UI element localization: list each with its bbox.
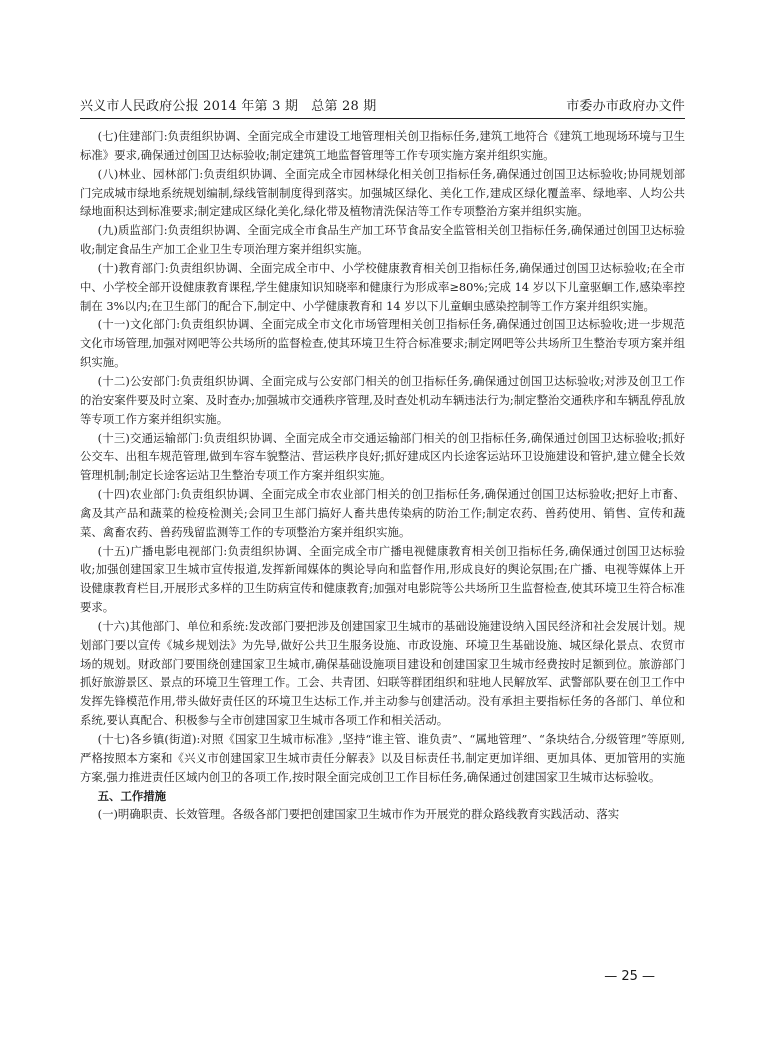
paragraph: (十七)各乡镇(街道):对照《国家卫生城市标准》,坚持“谁主管、谁负责”、“属地管理”、“条块结合,分级管理”等原则,严格按照本方案和《兴义市创建国家卫生城市责任分解表》以及目标责任书,制定更加详细、更加具体、更加管用的实施方案,强力推进责任区域内创卫的各项工作,按时限全面完成创卫工作目标任务,确保通过创建国家卫生城市达标验收。: [80, 732, 685, 784]
document-body: [80, 127, 685, 824]
paragraph: (十一)文化部门:负责组织协调、全面完成全市文化市场管理相关创卫指标任务,确保通过创国卫达标验收;进一步规范文化市场管理,加强对网吧等公共场所的监督检查,使其环境卫生符合标准要求;制定网吧等公共场所卫生整治专项方案并组织实施。: [80, 317, 685, 370]
paragraph: (十二)公安部门:负责组织协调、全面完成与公安部门相关的创卫指标任务,确保通过创国卫达标验收;对涉及创卫工作的治安案件要及时立案、及时查办;加强城市交通秩序管理,及时查处机动车辆违法行为;制定整治交通秩序和车辆乱停乱放等专项工作方案并组织实施。: [80, 373, 685, 426]
section-heading: 五、工作措施: [97, 788, 167, 803]
page-number: — 25 —: [604, 969, 655, 984]
paragraph: (十五)广播电影电视部门:负责组织协调、全面完成全市广播电视健康教育相关创卫指标任务,确保通过创国卫达标验收;加强创建国家卫生城市宣传报道,发挥新闻媒体的舆论导向和监督作用,形成良好的舆论氛围;在广播、电视等媒体上开设健康教育栏目,开展形式多样的卫生防病宣传和健康教育;加强对电影院等公共场所卫生监督检查,使其环境卫生符合标准要求。: [80, 543, 685, 615]
header-publication: 兴义市人民政府公报 2014 年第 3 期 总第 28 期: [80, 99, 377, 114]
paragraph: (八)林业、园林部门:负责组织协调、全面完成全市园林绿化相关创卫指标任务,确保通过创国卫达标验收;协同规划部门完成城市绿地系统规划编制,绿线管制制度得到落实。加强城区绿化、美化工作,建成区绿化覆盖率、绿地率、人均公共绿地面积达到标准要求;制定建成区绿化美化,绿化带及植物清洗保洁等工作专项整治方案并组织实施。: [80, 166, 685, 219]
paragraph: (十)教育部门:负责组织协调、全面完成全市中、小学校健康教育相关创卫指标任务,确保通过创国卫达标验收;在全市中、小学校全部开设健康教育课程,学生健康知识知晓率和健康行为形成率≥80%;完成 14 岁以下儿童驱蛔工作,感染率控制在 3%以内;在卫生部门的配合下,制定中、小学健康教育和 14 岁以下儿童蛔虫感染控制等工作方案并组织实施。: [80, 260, 685, 313]
paragraph: (九)质监部门:负责组织协调、全面完成全市食品生产加工环节食品安全监管相关创卫指标任务,确保通过创国卫达标验收;制定食品生产加工企业卫生专项治理方案并组织实施。: [80, 223, 685, 257]
paragraph: (十六)其他部门、单位和系统:发改部门要把涉及创建国家卫生城市的基础设施建设纳入国民经济和社会发展计划。规划部门要以宣传《城乡规划法》为先导,做好公共卫生服务设施、市政设施、环境卫生基础设施、城区绿化景点、农贸市场的规划。财政部门要围绕创建国家卫生城市,确保基础设施项目建设和创建国家卫生城市经费按时足额到位。旅游部门抓好旅游景区、景点的环境卫生管理工作。工会、共青团、妇联等群团组织和驻地人民解放军、武警部队要在创卫工作中发挥先锋模范作用,带头做好责任区的环境卫生达标工作,并主动参与创建活动。没有承担主要指标任务的各部门、单位和系统,要认真配合、积极参与全市创建国家卫生城市各项工作和相关活动。: [80, 618, 685, 728]
header-section: 市委办市政府办文件: [566, 99, 685, 114]
paragraph: (七)住建部门:负责组织协调、全面完成全市建设工地管理相关创卫指标任务,建筑工地符合《建筑工地现场环境与卫生标准》要求,确保通过创国卫达标验收;制定建筑工地监督管理等工作专项实施方案并组织实施。: [80, 129, 685, 162]
paragraph: (一)明确职责、长效管理。各级各部门要把创建国家卫生城市作为开展党的群众路线教育实践活动、落实: [97, 807, 620, 822]
paragraph: (十三)交通运输部门:负责组织协调、全面完成全市交通运输部门相关的创卫指标任务,确保通过创国卫达标验收;抓好公交车、出租车规范管理,做到车容车貌整洁、营运秩序良好;抓好建成区内长途客运站环卫设施建设和管护,建立健全长效管理机制;制定长途客运站卫生整治专项工作方案并组织实施。: [80, 430, 685, 483]
page-header: [80, 94, 685, 119]
paragraph: (十四)农业部门:负责组织协调、全面完成全市农业部门相关的创卫指标任务,确保通过创国卫达标验收;把好上市畜、禽及其产品和蔬菜的检疫检测关;会同卫生部门搞好人畜共患传染病的防治工作;制定农药、兽药使用、销售、宣传和蔬菜、禽畜农药、兽药残留监测等工作的专项整治方案并组织实施。: [80, 487, 685, 539]
